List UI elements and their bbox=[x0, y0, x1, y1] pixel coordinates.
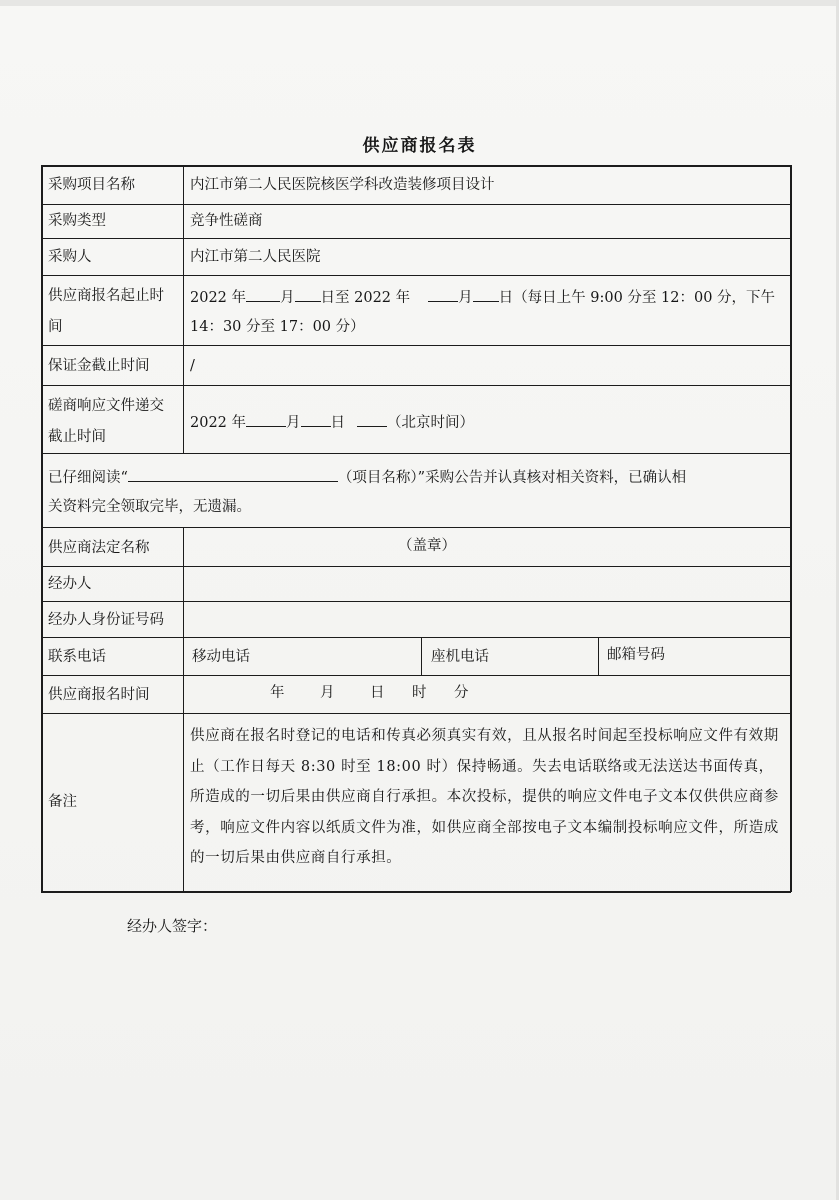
mobile-phone-label: 移动电话 bbox=[192, 649, 250, 665]
row-divider bbox=[41, 238, 791, 239]
agent-label: 经办人 bbox=[48, 576, 92, 592]
declaration-line2: 关资料完全领取完毕，无遗漏。 bbox=[48, 499, 251, 515]
declaration-prefix: 已仔细阅读“ bbox=[48, 470, 128, 486]
response-deadline-month-unit: 月 bbox=[286, 415, 301, 431]
response-deadline-month-blank[interactable] bbox=[246, 411, 286, 427]
row-divider bbox=[41, 675, 791, 676]
period-start-month-unit: 月 bbox=[280, 290, 295, 306]
row-divider bbox=[41, 637, 791, 638]
response-deadline-timezone: （北京时间） bbox=[387, 415, 475, 431]
project-name-label: 采购项目名称 bbox=[48, 177, 135, 193]
contact-label: 联系电话 bbox=[48, 649, 106, 665]
registration-period-line1 bbox=[190, 286, 775, 308]
row-divider bbox=[41, 566, 791, 567]
remarks-label: 备注 bbox=[48, 794, 77, 810]
registration-time-year: 年 bbox=[270, 685, 285, 701]
row-divider bbox=[41, 453, 791, 454]
agent-id-label: 经办人身份证号码 bbox=[48, 612, 164, 628]
row-divider bbox=[41, 385, 791, 386]
procurement-type-value: 竞争性磋商 bbox=[190, 213, 263, 229]
declaration-project-name-blank[interactable] bbox=[128, 466, 338, 482]
period-end-day-blank[interactable] bbox=[473, 286, 499, 302]
period-start-month-blank[interactable] bbox=[246, 286, 280, 302]
row-divider bbox=[41, 601, 791, 602]
row-divider bbox=[41, 275, 791, 276]
period-end-month-blank[interactable] bbox=[428, 286, 458, 302]
response-deadline-day-unit: 日 bbox=[330, 415, 346, 431]
response-deadline-label-line1: 磋商响应文件递交 bbox=[48, 398, 164, 414]
row-divider bbox=[41, 204, 791, 205]
registration-time-day: 日 bbox=[370, 685, 385, 701]
response-deadline-time-blank[interactable] bbox=[357, 411, 387, 427]
landline-phone-label: 座机电话 bbox=[431, 649, 489, 665]
period-start-year: 2022 年 bbox=[190, 290, 247, 306]
purchaser-value: 内江市第二人民医院 bbox=[190, 249, 321, 265]
remarks-text: 供应商在报名时登记的电话和传真必须真实有效，且从报名时间起至投标响应文件有效期止（工作日每天 8:30 时至 18:00 时）保持畅通。失去电话联络或无法送达书面传真，所造成的一切后果由供应商自行承担。本次投标，提供的响应文件电子文本仅供供应商参考，响应文件内容以纸质文件为准，如供应商全部按电子文本编制投标响应文件，所造成的一切后果由供应商自行承担。 bbox=[190, 728, 779, 866]
period-end-day-unit: 日（每日上午 9:00 分至 12：00 分，下午 bbox=[498, 290, 776, 306]
supplier-name-label: 供应商法定名称 bbox=[48, 540, 150, 556]
column-divider bbox=[421, 637, 422, 675]
purchaser-label: 采购人 bbox=[48, 249, 92, 265]
column-divider bbox=[183, 527, 184, 892]
period-start-day-unit: 日至 2022 年 bbox=[320, 290, 411, 306]
row-divider bbox=[41, 345, 791, 346]
registration-time-month: 月 bbox=[320, 685, 335, 701]
deposit-deadline-value: / bbox=[190, 358, 195, 374]
table-border-left bbox=[41, 165, 43, 892]
response-deadline-value bbox=[190, 411, 474, 433]
registration-period-label-line1: 供应商报名起止时 bbox=[48, 288, 164, 304]
procurement-type-label: 采购类型 bbox=[48, 213, 106, 229]
column-divider bbox=[183, 165, 184, 453]
stamp-placeholder: （盖章） bbox=[398, 538, 456, 554]
response-deadline-year: 2022 年 bbox=[190, 415, 247, 431]
postal-code-label: 邮箱号码 bbox=[607, 647, 665, 663]
response-deadline-day-blank[interactable] bbox=[301, 411, 331, 427]
registration-time-minute: 分 bbox=[454, 685, 469, 701]
form-title: 供应商报名表 bbox=[362, 136, 477, 156]
page-top-edge bbox=[0, 0, 839, 6]
row-divider bbox=[41, 527, 791, 528]
agent-signature-label: 经办人签字： bbox=[127, 917, 218, 935]
table-border-bottom bbox=[41, 891, 791, 893]
row-divider bbox=[41, 713, 791, 714]
registration-time-hour: 时 bbox=[412, 685, 427, 701]
deposit-deadline-label: 保证金截止时间 bbox=[48, 358, 150, 374]
table-border-top bbox=[41, 165, 791, 167]
declaration-suffix: （项目名称）”采购公告并认真核对相关资料，已确认相 bbox=[337, 470, 687, 486]
period-end-month-unit: 月 bbox=[458, 290, 473, 306]
declaration-line1 bbox=[48, 466, 686, 488]
period-start-day-blank[interactable] bbox=[295, 286, 321, 302]
column-divider bbox=[598, 637, 599, 675]
registration-period-label-line2: 间 bbox=[48, 319, 63, 335]
table-border-right bbox=[790, 165, 792, 892]
registration-period-line2: 14：30 分至 17：00 分） bbox=[190, 319, 365, 335]
project-name-value: 内江市第二人民医院核医学科改造装修项目设计 bbox=[190, 177, 495, 193]
response-deadline-label-line2: 截止时间 bbox=[48, 429, 106, 445]
registration-time-label: 供应商报名时间 bbox=[48, 687, 150, 703]
